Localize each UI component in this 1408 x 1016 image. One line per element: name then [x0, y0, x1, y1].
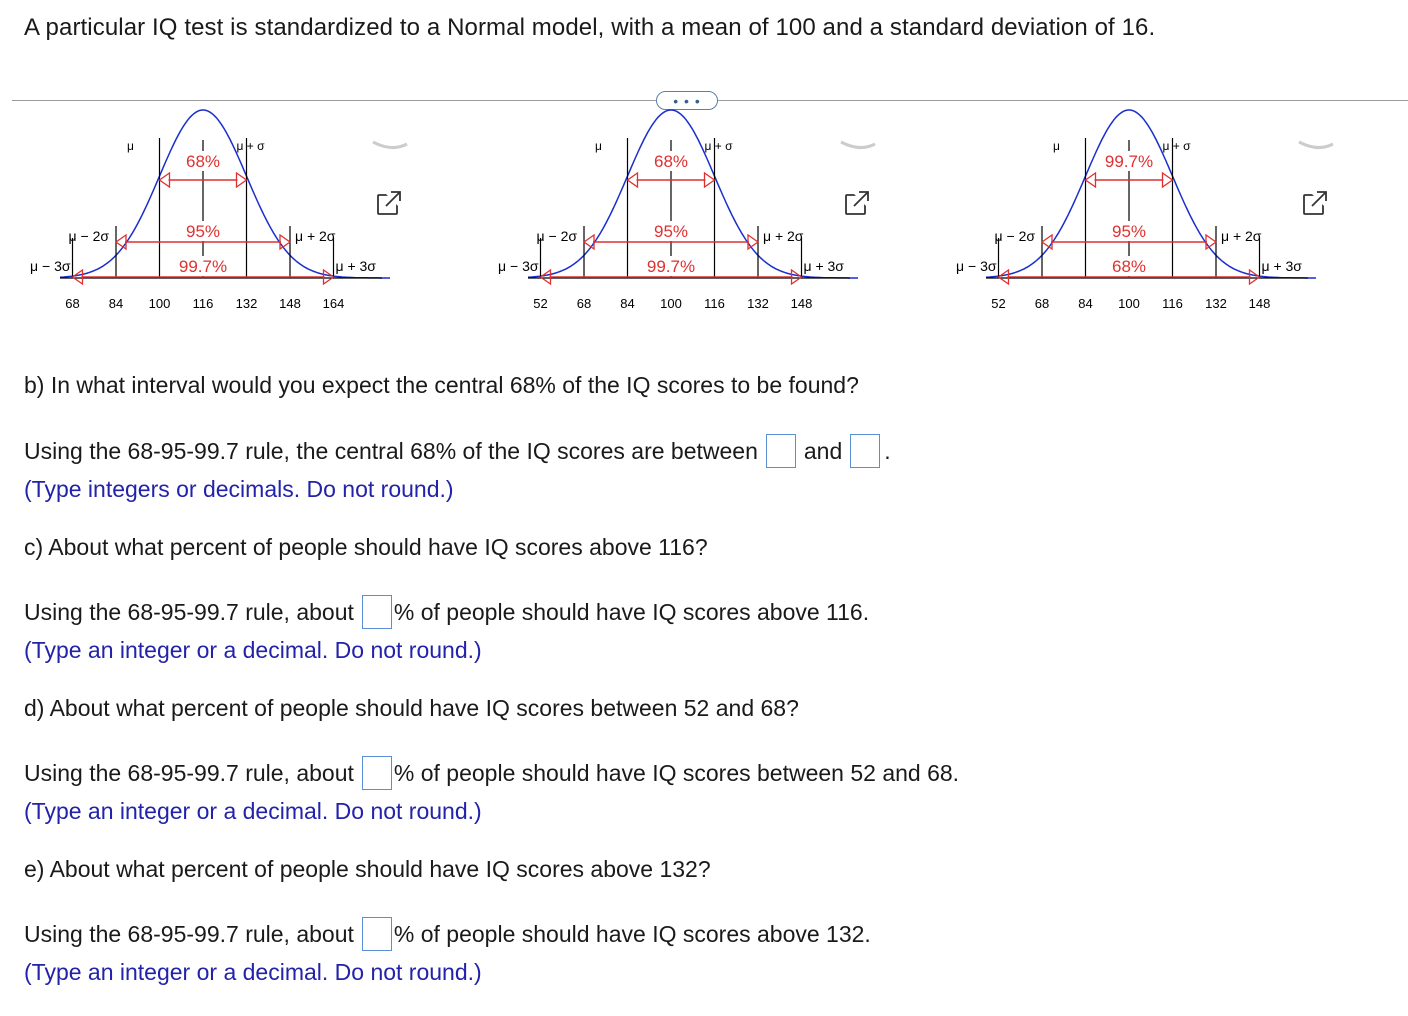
- prompt-e-text: Using the 68-95-99.7 rule, about: [24, 920, 354, 947]
- tick-label: 116: [1162, 296, 1183, 311]
- label-mu: μ: [1053, 139, 1060, 153]
- tick-label: 164: [322, 296, 345, 311]
- tick-label: 148: [1248, 296, 1271, 311]
- scroll-arc-decoration: [373, 142, 407, 148]
- expand-more-button[interactable]: • • •: [656, 91, 718, 110]
- hint-d: (Type an integer or a decimal. Do not round.): [24, 798, 482, 824]
- tick-label: 116: [704, 296, 725, 311]
- answer-line-c: [24, 595, 869, 629]
- band-inner-label: 99.7%: [1104, 152, 1154, 171]
- tick-label: 148: [790, 296, 813, 311]
- tick-label: 116: [192, 296, 214, 311]
- tick-label: 148: [279, 296, 301, 311]
- label-mu-minus-3sigma: μ − 3σ: [30, 258, 71, 274]
- label-mu: μ: [595, 139, 602, 153]
- label-mu-minus-3sigma: μ − 3σ: [498, 258, 539, 274]
- answer-d-input[interactable]: [362, 756, 392, 790]
- answer-b-lower-input[interactable]: [766, 434, 796, 468]
- question-c: c) About what percent of people should have IQ scores above 116?: [24, 534, 708, 560]
- label-mu-plus-sigma: μ + σ: [1162, 139, 1191, 153]
- normal-curve: [60, 110, 390, 278]
- prompt-b-end: .: [884, 437, 891, 464]
- label-mu-plus-3sigma: μ + 3σ: [335, 258, 376, 274]
- label-mu-plus-2sigma: μ + 2σ: [295, 228, 336, 244]
- prompt-d-after: % of people should have IQ scores between 52 and 68.: [393, 759, 960, 786]
- tick-label: 100: [1118, 296, 1140, 311]
- label-mu-plus-sigma: μ + σ: [704, 139, 733, 153]
- scroll-arc-decoration: [841, 142, 875, 148]
- tick-label: 68: [1034, 296, 1050, 311]
- band-mid-label: 95%: [185, 222, 221, 241]
- question-b: b) In what interval would you expect the central 68% of the IQ scores to be found?: [24, 372, 859, 398]
- answer-line-b: [24, 434, 891, 468]
- graph-choice-3[interactable]: [956, 130, 1316, 311]
- tick-label: 132: [235, 296, 258, 311]
- normal-curve-graph: [30, 130, 390, 311]
- band-mid-label: 95%: [653, 222, 689, 241]
- tick-label: 100: [148, 296, 171, 311]
- normal-curve: [528, 110, 858, 278]
- band-outer-label: 99.7%: [646, 257, 696, 276]
- band-outer-label: 68%: [1111, 257, 1147, 276]
- normal-curve: [986, 110, 1316, 278]
- expand-graph-icon[interactable]: [846, 192, 870, 214]
- prompt-e-after: % of people should have IQ scores above 132.: [393, 920, 871, 947]
- answer-line-e: [24, 917, 871, 951]
- prompt-c-after: % of people should have IQ scores above 116.: [393, 598, 870, 625]
- label-mu-plus-sigma: μ + σ: [236, 139, 265, 153]
- tick-label: 132: [1205, 296, 1227, 311]
- band-outer-label: 99.7%: [178, 257, 228, 276]
- label-mu-plus-2sigma: μ + 2σ: [1221, 228, 1262, 244]
- prompt-b-and: and: [803, 437, 843, 464]
- question-d: d) About what percent of people should have IQ scores between 52 and 68?: [24, 695, 799, 721]
- tick-label: 68: [576, 296, 592, 311]
- tick-label: 84: [620, 296, 635, 311]
- prompt-b-text: Using the 68-95-99.7 rule, the central 68% of the IQ scores are between: [24, 437, 758, 464]
- hint-c: (Type an integer or a decimal. Do not round.): [24, 637, 482, 663]
- tick-label: 132: [747, 296, 769, 311]
- label-mu-plus-2sigma: μ + 2σ: [763, 228, 804, 244]
- graph-choice-1[interactable]: [30, 130, 390, 311]
- label-mu-minus-2sigma: μ − 2σ: [536, 228, 577, 244]
- answer-line-d: [24, 756, 959, 790]
- hint-b: (Type integers or decimals. Do not round.): [24, 476, 454, 502]
- answer-b-upper-input[interactable]: [850, 434, 880, 468]
- tick-label: 100: [660, 296, 682, 311]
- prompt-d-text: Using the 68-95-99.7 rule, about: [24, 759, 354, 786]
- band-inner-label: 68%: [185, 152, 221, 171]
- label-mu-plus-3sigma: μ + 3σ: [803, 258, 844, 274]
- scroll-arc-decoration: [1299, 142, 1333, 148]
- tick-label: 84: [108, 296, 124, 311]
- answer-e-input[interactable]: [362, 917, 392, 951]
- label-mu-minus-2sigma: μ − 2σ: [994, 228, 1035, 244]
- normal-curve-graph: [956, 130, 1316, 311]
- graph-choice-2[interactable]: [498, 130, 858, 311]
- hint-e: (Type an integer or a decimal. Do not round.): [24, 959, 482, 985]
- band-mid-label: 95%: [1111, 222, 1147, 241]
- label-mu-plus-3sigma: μ + 3σ: [1261, 258, 1302, 274]
- tick-label: 52: [533, 296, 548, 311]
- tick-label: 84: [1078, 296, 1093, 311]
- expand-graph-icon[interactable]: [1304, 192, 1328, 214]
- answer-c-input[interactable]: [362, 595, 392, 629]
- expand-graph-icon[interactable]: [378, 192, 402, 214]
- tick-label: 52: [991, 296, 1006, 311]
- label-mu-minus-2sigma: μ − 2σ: [68, 228, 109, 244]
- prompt-c-text: Using the 68-95-99.7 rule, about: [24, 598, 354, 625]
- label-mu-minus-3sigma: μ − 3σ: [956, 258, 997, 274]
- label-mu: μ: [127, 139, 134, 153]
- tick-label: 68: [65, 296, 80, 311]
- question-e: e) About what percent of people should have IQ scores above 132?: [24, 856, 711, 882]
- normal-curve-graph: [498, 130, 858, 311]
- band-inner-label: 68%: [653, 152, 689, 171]
- problem-statement: A particular IQ test is standardized to a Normal model, with a mean of 100 and a standard deviation of 16.: [24, 14, 1156, 41]
